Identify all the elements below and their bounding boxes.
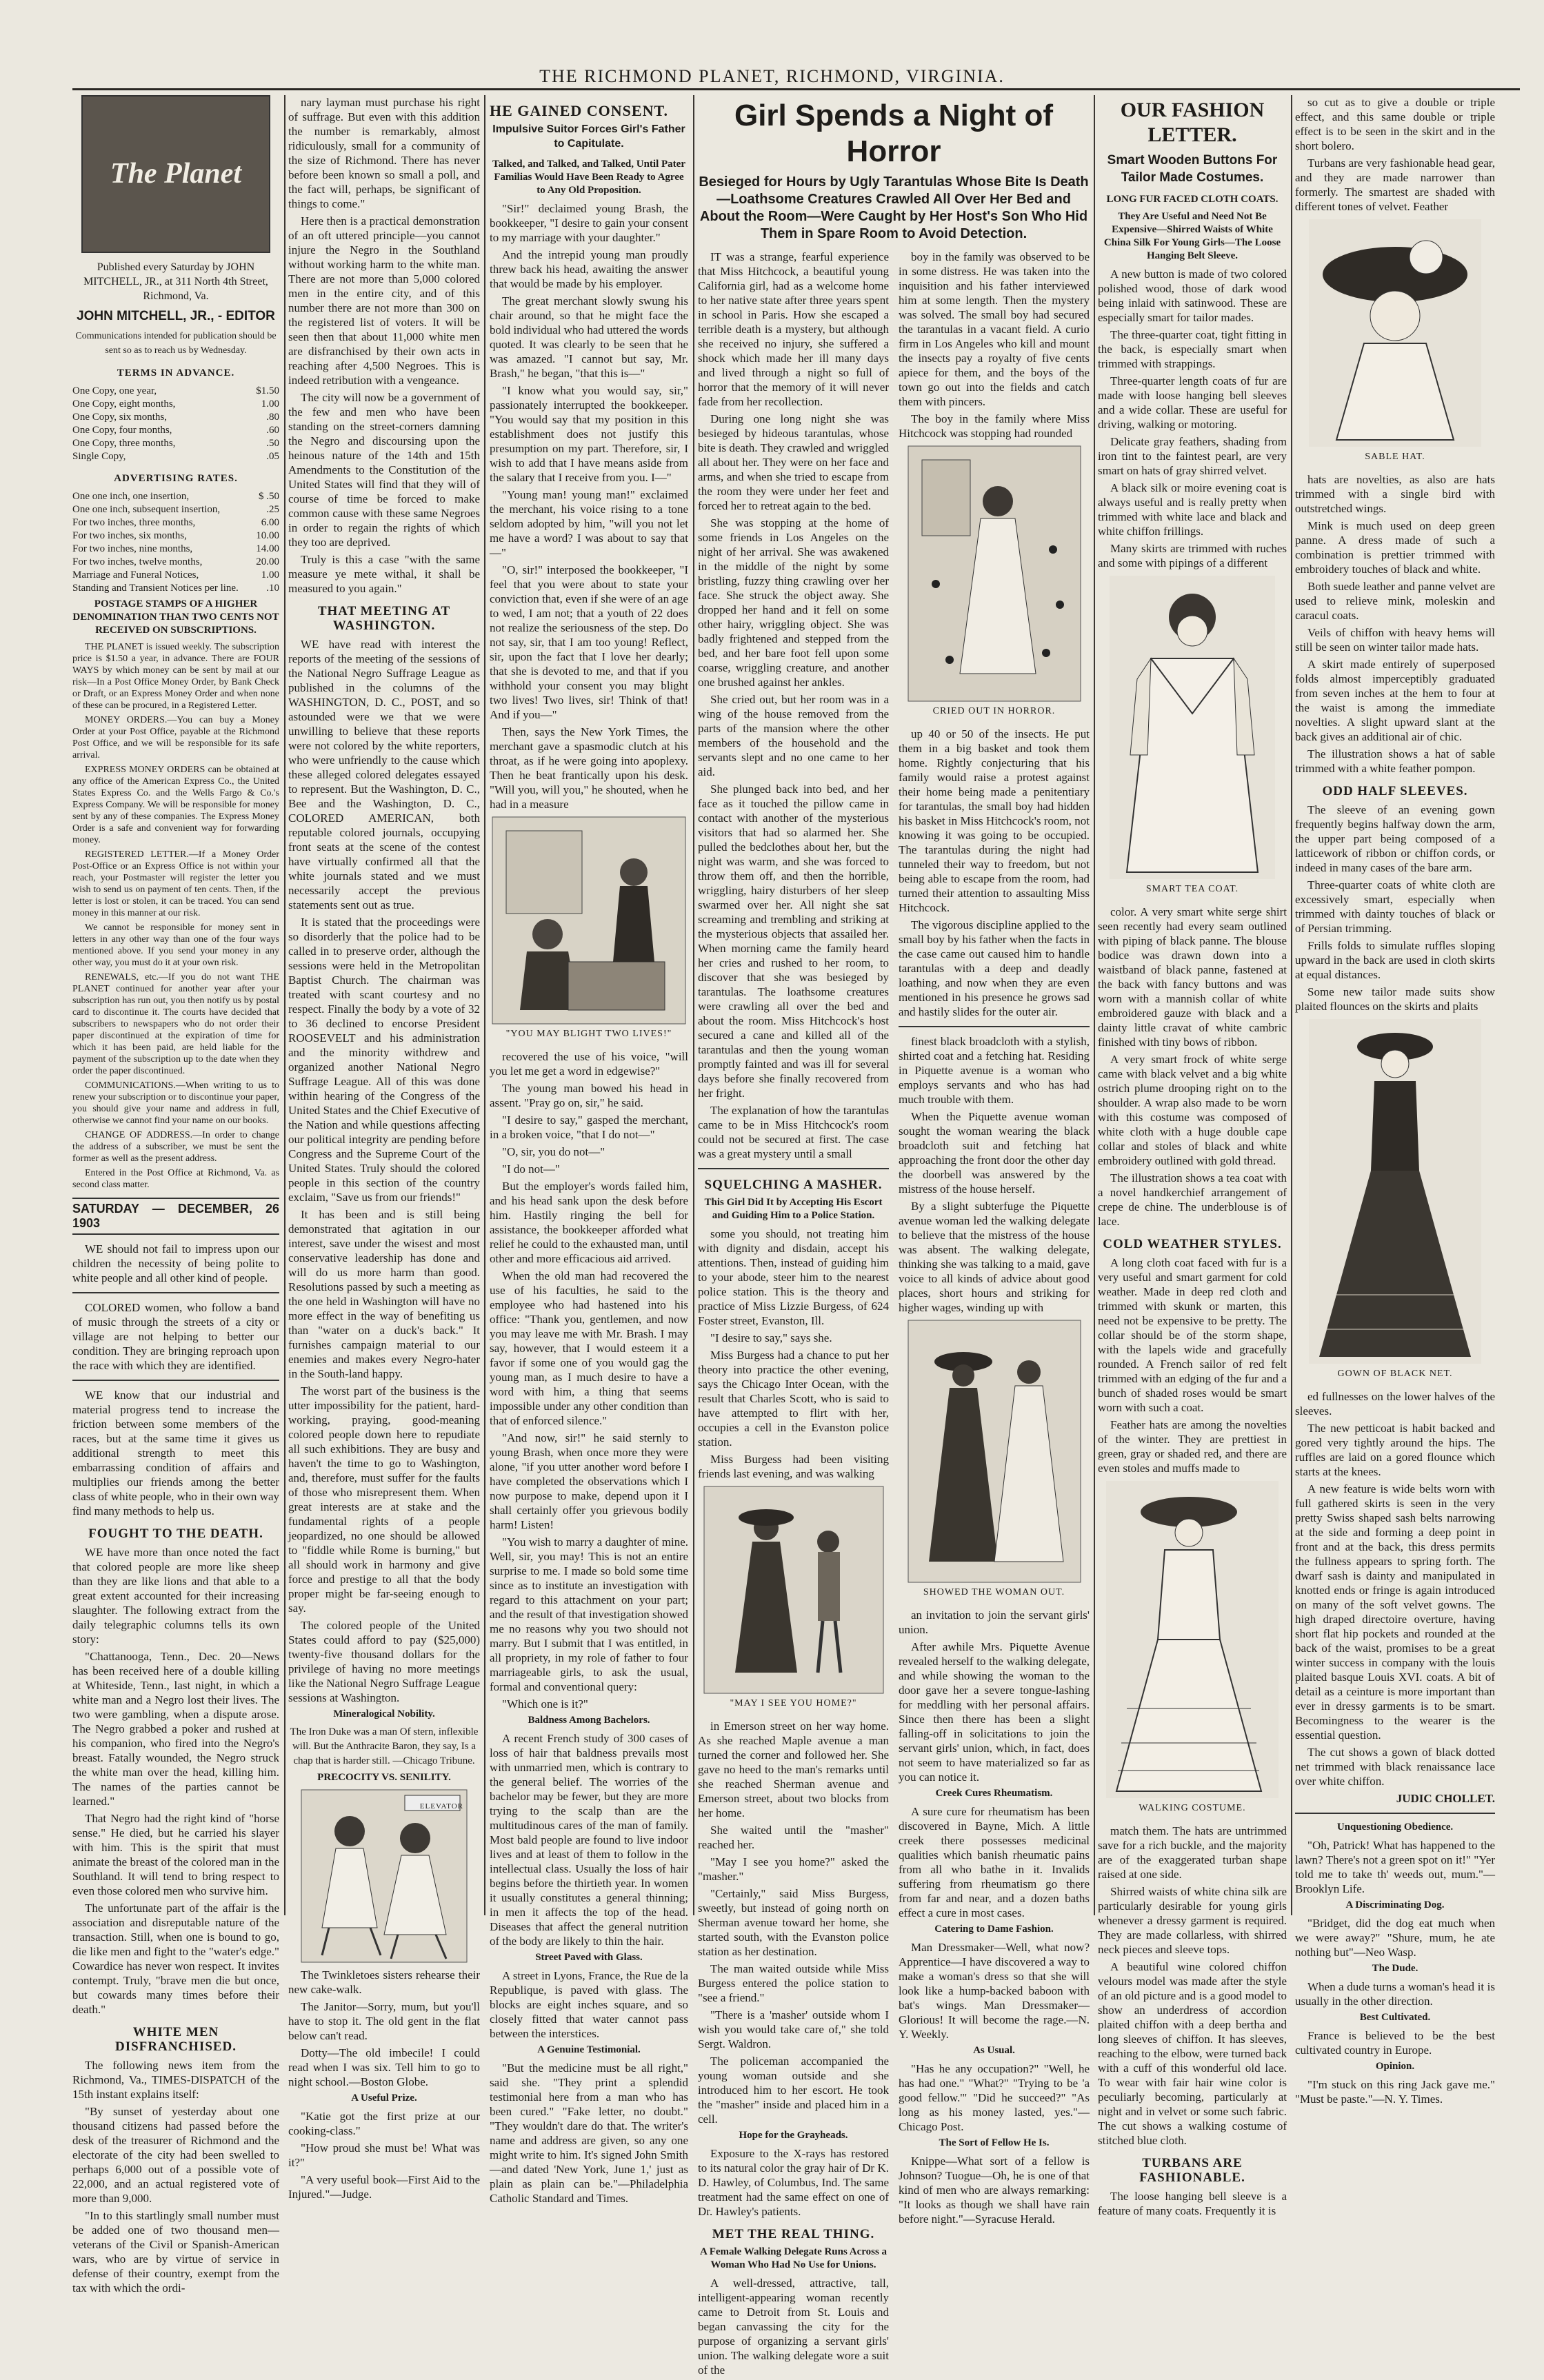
ads-price: .10 <box>266 583 279 594</box>
article-paragraph: "And now, sir!" he said sternly to young Brash, when once more they were alone, "if you utter another word before I have completed the observations which I now purpose to make, depend upon it I shall certainly offer you grievous bodily harm! Listen! <box>490 1431 688 1531</box>
ads-price: .25 <box>266 504 279 515</box>
article-paragraph: The unfortunate part of the affair is the association and disreputable nature of the transaction. Still, when one is bound to go, die like men and fight to the "water's edge." Cowardice has never won respect. It invites contempt. Truly, "brave men die but once, but cowards many times before their death." <box>72 1902 279 2016</box>
article-paragraph: A black silk or moire evening coat is always useful and is really pretty when trimmed with white lace and black and white chiffon frillings. <box>1098 481 1287 538</box>
odd-sleeves-title: ODD HALF SLEEVES. <box>1322 784 1468 798</box>
article-paragraph: A street in Lyons, France, the Rue de la Republique, is paved with glass. The blocks are eight inches square, and so closely fitted that water cannot pass between the interstices. <box>490 1969 688 2040</box>
article-paragraph: "Certainly," said Miss Burgess, sweetly, but instead of going north on Sherman avenue toward her home, she started south, with the Evanston police station as her destination. <box>698 1887 889 1958</box>
terms-list <box>72 385 279 463</box>
cultivated-title: Best Cultivated. <box>1359 2012 1431 2023</box>
illustration-caption: WALKING COSTUME. <box>1139 1803 1246 1813</box>
body-text: REGISTERED LETTER.—If a Money Order Post-Office or an Express Office is not within your reach, your Postmaster will register the letter you wish to send us on payment of ten cents. Then, if the letter is lost or stolen, it can be traced. You can send money in this manner at our risk. <box>72 849 279 918</box>
column-rule <box>693 95 694 1915</box>
divider <box>72 1292 279 1293</box>
article-paragraph: IT was a strange, fearful experience that Miss Hitchcock, a beautiful young California girl, had as a welcome home to her native state after three years spent in school in Paris. How she escaped a terrible death is a mystery, but although she received no injury, she suffered a shock which made her ill many days and lived through a night so full of horror that the memory of it will never fade from her recollection. <box>698 250 889 408</box>
divider <box>698 1168 889 1169</box>
ads-row <box>72 490 279 503</box>
woman-black-net-gown-illustration <box>1309 1019 1481 1364</box>
ads-row <box>72 582 279 595</box>
mineral-title: Mineralogical Nobility. <box>333 1708 435 1720</box>
ads-price: 20.00 <box>256 556 279 567</box>
consent-deck: Impulsive Suitor Forces Girl's Father to Capitulate. <box>492 123 685 150</box>
horror-right <box>899 250 1090 2380</box>
article-paragraph: Truly is this a case "with the same measure ye mete withal, it shall be measured to you again." <box>288 553 480 595</box>
article-paragraph: color. A very smart white serge shirt seen recently had every seam outlined with piping of black panne. The blouse bodice was drawn down into a waistband of black panne, fastened at the back with fancy buttons and was worn with a mannish collar of white embroidered gauze with black and a dainty little cravat of white cambric finished with tiny bows of ribbon. <box>1098 905 1287 1049</box>
terms-price: .05 <box>266 451 279 462</box>
body-text: EXPRESS MONEY ORDERS can be obtained at any office of the American Express Co., the United States Express Co. and the Wells Fargo & Co.'s Express Company. We will be responsible for money sent by any of these companies. The Express Money Order is a safe and convenient way for forwarding money. <box>72 765 279 845</box>
terms-price: .50 <box>266 438 279 449</box>
article-paragraph: She plunged back into bed, and her face as it touched the pillow came in contact with another of the mysterious visitors that had so alarmed her. She pulled the bedclothes about her, but the night was warm, and she was forced to throw them off, and then the horrible, wriggling, hairy disturbers of her sleep swarmed over her. All night she sat screaming and trembling and striking at the mysterious objects that assailed her. When morning came the family heard her cries and rushed to her room, to discover that she was besieged by tarantulas. The loathsome creatures were crawling all over the bed and about the room. Miss Hitchcock's host secured a cane and killed all of the tarantulas and then the young woman promptly fainted and was ill for several days before she finally recovered from her fright. <box>698 783 889 1100</box>
article-paragraph: A sure cure for rheumatism has been discovered in Bayne, Mich. A little creek there possesses medicinal qualities which banish rheumatic pains from all who bathe in it. Invalids suffering from rheumatism go there from far and near, and a dozen baths effect a cure in most cases. <box>899 1805 1090 1919</box>
planet-logo <box>81 95 270 253</box>
terms-label: One Copy, six months, <box>72 412 167 423</box>
elevator-label: ELEVATOR <box>419 1802 463 1811</box>
article-paragraph: France is believed to be the best cultivated country in Europe. <box>1295 2029 1495 2057</box>
article-paragraph: Here then is a practical demonstration of an oft uttered principle—you cannot injure the Negro in the Southland without working harm to the white man. There are not more than 5,000 colored men in the entire city, and of this number there are not more than 300 on the registered list of voters. It will be seen then that about 11,000 white men are disfranchised by their own acts in reaching after 4,500 Negroes. This is indeed retribution with a vengeance. <box>288 214 480 387</box>
postage-title: POSTAGE STAMPS OF A HIGHER DENOMINATION THAN TWO CENTS NOT RECEIVED ON SUBSCRIPTIONS. <box>72 598 279 636</box>
editorial-paragraph: WE should not fail to impress upon our children the necessity of being polite to white people and all other kind of people. <box>72 1242 279 1284</box>
issue-date: SATURDAY — DECEMBER, 26 1903 <box>72 1198 279 1235</box>
entered-note: Entered in the Post Office at Richmond, Va. as second class matter. <box>72 1168 279 1190</box>
article-paragraph: "Which one is it?" <box>502 1697 588 1711</box>
illustration-caption: GOWN OF BLACK NET. <box>1337 1369 1453 1379</box>
article-paragraph: hats are novelties, as also are hats trimmed with a single bird with outstretched wings. <box>1295 473 1495 515</box>
article-paragraph: And the intrepid young man proudly threw back his head, awaiting the answer that would be made by his employer. <box>490 248 688 290</box>
article-paragraph: When the old man had recovered the use of his faculties, he said to the employee who had hastened into his office: "Thank you, gentlemen, and now you may leave me with Mr. Brash. I may say, however, that I would esteem it a favor if some one of you would gag the young man, as I much desire to have a word with him, a thing that seems impossible under any other condition than that of enforced silence." <box>490 1269 688 1427</box>
article-paragraph: WE have read with interest the reports of the meeting of the sessions of the National Negro Suffrage League as published in the columns of the WASHINGTON, D. C., POST, and so astounded were we that we were unwilling to believe that these reports were not colored by the white reporters, who were unfriendly to the cause which these alleged colored delegates essayed to represent. But the Washington, D. C., Bee and the Washington, D. C., COLORED AMERICAN, both reputable colored journals, occupying front seats at the scene of the contest have virtually confirmed all that the white journals stated and we must necessarily accept the previous statements sent out as true. <box>288 638 480 911</box>
column-fashion <box>1098 95 1287 2217</box>
article-paragraph: "I'm stuck on this ring Jack gave me." "Must be paste."—N. Y. Times. <box>1295 2078 1495 2106</box>
article-paragraph: "Sir!" declaimed young Brash, the bookkeeper, "I desire to gain your consent to my marriage with your daughter." <box>490 202 688 244</box>
fashion-title: OUR FASHION LETTER. <box>1120 99 1265 146</box>
article-paragraph: That Negro had the right kind of "horse sense." He died, but he carried his slayer with him. This is the spirit that must animate the breast of the colored man in the Southland. It will tend to bring respect to even those colored men who survive him. <box>72 1812 279 1897</box>
horror-deck: Besieged for Hours by Ugly Tarantulas Whose Bite Is Death—Loathsome Creatures Crawled All Over Her Bed and About the Room—Were Caught by Her Host's Son Who Hid Them in Spare Room to Avoid Detection. <box>699 174 1089 241</box>
walking-costume-illustration <box>1098 1481 1287 1818</box>
horror-subcolumns <box>698 250 1090 2380</box>
horror-title: Girl Spends a Night of Horror <box>734 99 1054 168</box>
article-paragraph: The young man bowed his head in assent. "Pray go on, sir," he said. <box>490 1082 688 1109</box>
article-paragraph: The policeman accompanied the young woman outside and she introduced him to her escort. He took the "masher" inside and placed him in a cell. <box>698 2055 889 2126</box>
article-paragraph: Man Dressmaker—Well, what now? Apprentice—I have discovered a way to make a woman's dress so that she will look like a hump-backed baboon with bat's wings. Man Dressmaker—Glorious! It will become the rage.—N. Y. Weekly. <box>899 1941 1090 2041</box>
body-text: CHANGE OF ADDRESS.—In order to change the address of a subscriber, we must be sent the former as well as the present address. <box>72 1130 279 1164</box>
merchant-office-illustration <box>492 817 685 1024</box>
article-paragraph: Miss Burgess had a chance to put her theory into practice the other evening, says the Chicago Inter Ocean, with the result that Charles Scott, who is said to have attempted to flirt with her, occupies a cell in the Evanston police station. <box>698 1349 889 1449</box>
article-paragraph: in Emerson street on her way home. As she reached Maple avenue a man turned the corner and followed her. She gave no heed to the man's remarks until she reached Sherman avenue and Emerson street, about two blocks from her home. <box>698 1720 889 1819</box>
dame-title: Catering to Dame Fashion. <box>934 1924 1054 1935</box>
article-paragraph: It has been and is still being demonstrated that agitation in our interest, save under the wisest and most conservative leadership has done and will do us more harm than good. Resolutions passed by such a meeting as the one held in Washington will have no more effect in the way of benefiting us than "water on a duck's back." It furnishes campaign material to our enemies and makes every Negro-hater in the South-land happy. <box>288 1208 480 1380</box>
horror-illustration <box>899 446 1090 721</box>
column-horror <box>698 95 1090 2377</box>
meeting-title: THAT MEETING AT WASHINGTON. <box>317 604 451 633</box>
sort-title: The Sort of Fellow He Is. <box>939 2137 1050 2148</box>
article-paragraph: The colored people of the United States could afford to pay ($25,000) twenty-five thousand dollars for the privilege of having no more meetings like the National Negro Suffrage League sessions at Washington. <box>288 1619 480 1704</box>
article-paragraph: Then, says the New York Times, the merchant gave a spasmodic clutch at his throat, as if he were going into apoplexy. Then he beat frantically upon his desk. "Will you, will you," he shouted, when he had in a measure <box>490 725 688 811</box>
terms-price: $1.50 <box>256 385 279 396</box>
article-paragraph: A skirt made entirely of superposed folds almost imperceptibly graduated from seven inches at the hem to four at the waist is among the immediate novelties. A slight upward slant at the back gives an additional air of chic. <box>1295 658 1495 743</box>
fashion-deck: Smart Wooden Buttons For Tailor Made Costumes. <box>1107 153 1278 185</box>
article-paragraph: recovered the use of his voice, "will you let me get a word in edgewise?" <box>490 1050 688 1078</box>
poem: The Iron Duke was a man Of stern, inflexible will. But the Anthracite Baron, they say, Is a chap that is harder still. —Chicago Tribune. <box>290 1726 479 1766</box>
ads-label: One one inch, subsequent insertion, <box>72 504 221 515</box>
turbans-title: TURBANS ARE FASHIONABLE. <box>1139 2156 1245 2185</box>
met-title: MET THE REAL THING. <box>712 2227 875 2241</box>
ads-label: For two inches, six months, <box>72 530 187 541</box>
tea-coat-illustration <box>1098 576 1287 899</box>
divider <box>899 1026 1090 1027</box>
column-gained-consent <box>490 95 689 2205</box>
article-paragraph: Both suede leather and panne velvet are used to relieve mink, moleskin and caracul coats. <box>1295 580 1495 622</box>
article-paragraph: The vigorous discipline applied to the small boy by his father when the facts in the case came out caused him to handle tarantulas with a deep and deadly loathing, and now when they are even mentioned in his presence he grows sad and hastily slides for the outer air. <box>899 918 1090 1018</box>
article-paragraph: boy in the family was observed to be in some distress. He was taken into the inquisition and his father interviewed him at some length. Then the mystery was solved. The small boy had secured the tarantulas in a vacant field. A curio firm in Los Angeles who kill and mount the insects pay a royalty of five cents apiece for them, and the boys of the town go out into the fields and catch them with pincers. <box>899 250 1090 408</box>
ads-row <box>72 556 279 569</box>
article-paragraph: Miss Burgess had been visiting friends last evening, and was walking <box>698 1453 889 1480</box>
column-rule <box>1291 95 1292 1915</box>
body-text: RENEWALS, etc.—If you do not want THE PLANET continued for another year after your subscription has run out, you then notify us by postal card to discontinue it. The courts have decided that subscribers to newspapers who do not order their paper discontinued at the expiration of time for which it has been paid, are held liable for the payment of the subscription up to the date when they order the paper discontinued. <box>72 972 279 1076</box>
met-deck: A Female Walking Delegate Runs Across a Woman Who Had No Use for Unions. <box>699 2246 888 2270</box>
obedience-title: Unquestioning Obedience. <box>1336 1822 1454 1833</box>
article-paragraph: Exposure to the X-rays has restored to its natural color the gray hair of Dr K. D. Hawley, of Columbus, Ind. The same treatment had the same effect on one of Dr. Hawley's patients. <box>698 2147 889 2218</box>
body-text: We cannot be responsible for money sent in letters in any other way than one of the four ways mentioned above. If you send your money in any other way, you must do it at your own risk. <box>72 922 279 968</box>
article-paragraph: A new button is made of two colored polished wood, those of dark wood being inlaid with satinwood. These are especially smart for tailor mades. <box>1098 268 1287 324</box>
illustration-caption: SABLE HAT. <box>1365 452 1425 462</box>
cold-weather-title: COLD WEATHER STYLES. <box>1103 1237 1282 1251</box>
white-men-title: WHITE MEN DISFRANCHISED. <box>114 2025 237 2054</box>
article-paragraph: "But the medicine must be all right," said she. "They print a splendid testimonial here from a man who has been cured." "Fake letter, no doubt." "They wouldn't dare do that. The writer's name and address are given, so any one might write to him. It's signed John Smith—and dated 'New York, June 1,' just as plain as plain can be."—Philadelphia Catholic Standard and Times. <box>490 2061 688 2205</box>
article-paragraph: an invitation to join the servant girls' union. <box>899 1608 1090 1636</box>
girl-in-bed-illustration <box>908 446 1081 701</box>
article-paragraph: When a dude turns a woman's head it is usually in the other direction. <box>1295 1980 1495 2008</box>
testimonial-title: A Genuine Testimonial. <box>537 2044 641 2055</box>
article-paragraph: Frills folds to simulate ruffles sloping upward in the back are used in cloth skirts at equal distances. <box>1295 939 1495 981</box>
article-paragraph: The loose hanging bell sleeve is a feature of many coats. Frequently it is <box>1098 2190 1287 2217</box>
article-paragraph: "O, sir!" interposed the bookkeeper, "I feel that you were about to state your conviction that, even if she were of an age to wed, I am not; that a youth of 22 does not realize the seriousness of the step. Do not say, sir, that I am too young! Reflect, sir, upon the fact that I love her dearly; that she is devoted to me, and that if you withhold your consent you may blight two lives! Two lives, sir! Think of that! And if you—" <box>490 563 688 721</box>
article-paragraph: After awhile Mrs. Piquette Avenue revealed herself to the walking delegate, and while showing the woman to the door gave her a severe tongue-lashing for meddling with her personal affairs. Since then there has been a slight falling-off in solicitations to join the servant girls' union, which, in fact, does not seem to have materialized so far as you can notice it. <box>899 1640 1090 1784</box>
article-paragraph: "How proud she must be! What was it?" <box>288 2141 480 2169</box>
ads-list <box>72 490 279 595</box>
terms-row <box>72 398 279 411</box>
terms-row <box>72 424 279 437</box>
article-paragraph: The great merchant slowly swung his chair around, so that he might face the bold individual who had uttered the words quoted. It was clearly to be seen that he was amazed. "I cannot but say, Mr. Brash," he began, "that this is—" <box>490 294 689 380</box>
ads-row <box>72 569 279 582</box>
sable-hat-illustration <box>1295 219 1495 467</box>
article-paragraph: "You wish to marry a daughter of mine. Well, sir, you may! This is not an entire surprise to me. I made so bold some time since as to institute an investigation with regard to this attachment on your part; and the result of that investigation showed me no reasons why you two should not marry. But I submit that I was entitled, in all propriety, in my role of father to four marriageable girls, to ask the usual, formal and conventional query: <box>490 1535 688 1693</box>
dog-title: A Discriminating Dog. <box>1345 1899 1445 1910</box>
article-paragraph: Dotty—The old imbecile! I could read when I was six. Tell him to go to night school.—Boston Globe. <box>288 2046 480 2088</box>
ads-label: Standing and Transient Notices per line. <box>72 583 239 594</box>
ads-label: Marriage and Funeral Notices, <box>72 569 199 581</box>
article-paragraph: "May I see you home?" asked the "masher." <box>698 1855 889 1883</box>
article-paragraph: finest black broadcloth with a stylish, shirted coat and a fetching hat. Residing in Piquette avenue is a woman who employs servants and who has had much trouble with them. <box>899 1035 1090 1106</box>
article-paragraph: The worst part of the business is the utter impossibility for the patient, hard-working, praying, good-meaning colored people down here to repudiate all such exhibitions. They are busy and haven't the time to go to Washington, and, therefore, must suffer for the faults of those who misrepresent them. When great interests are at stake and the fundamental rights of a people jeopardized, no one should be allowed to "fiddle while Rome is burning," but all should work in harmony and give force and prestige to all that the body proper might be far-seeing enough to say. <box>288 1384 480 1615</box>
article-paragraph: A long cloth coat faced with fur is a very useful and smart garment for cold weather. Made in deep red cloth and trimmed with skunk or marten, this need not be expensive to be pretty. The collar should be of the storm shape, with the lapels wide and gracefully rounded. A French sailor of red felt trimmed with an edging of the fur and a bunch of shaded roses would be smart worn with such a coat. <box>1098 1256 1287 1414</box>
terms-row <box>72 411 279 424</box>
hope-title: Hope for the Grayheads. <box>739 2130 848 2141</box>
ads-row <box>72 543 279 556</box>
article-paragraph: The man waited outside while Miss Burgess entered the police station to "see a friend." <box>698 1962 889 2004</box>
article-paragraph: A very smart frock of white serge came with black velvet and a big white ostrich plume drooping right on to the shoulder. A wrap also made to be worn with this costume was composed of white cloth with a huge double cape collar and stoles of black and white embroidery outlined with gold thread. <box>1098 1053 1287 1167</box>
usual-title: As Usual. <box>973 2045 1015 2056</box>
article-paragraph: "Katie got the first prize at our cooking-class." <box>288 2110 480 2137</box>
ads-price: 10.00 <box>256 530 279 541</box>
woman-tea-coat-illustration <box>1110 576 1275 879</box>
article-paragraph: WE have more than once noted the fact that colored people are more like sheep than they are like lions and that able to a great extent accounted for their increasing slaughter. The following extract from the daily telegraphic columns tells its own story: <box>72 1546 279 1646</box>
article-paragraph: She waited until the "masher" reached her. <box>698 1824 889 1851</box>
fur-coats-title: LONG FUR FACED CLOTH COATS. <box>1106 194 1279 205</box>
woman-sable-hat-illustration <box>1309 219 1481 447</box>
black-net-gown-illustration <box>1295 1019 1495 1384</box>
article-paragraph: A recent French study of 300 cases of loss of hair that baldness prevails most with unmarried men, which is contrary to the general belief. The worries of the bachelor may be fewer, but they are more trying to the scalp than are the multitudinous cares of the man of family. Most bald people are found to live indoor lives and at least of them to follow in the intellectual class. Usually the loss of hair begins before the thirtieth year. In women it usually constitutes a general thinning; in men it affects the top of the head. Diseases that affect the general nutrition of the body are likely to thin the hair. <box>490 1732 688 1948</box>
article-paragraph: "I do not—" <box>502 1162 560 1176</box>
article-paragraph: so cut as to give a double or triple effect, and this same double or triple effect is to be seen in the skirt and in the short bolero. <box>1295 96 1495 152</box>
article-paragraph: "Bridget, did the dog eat much when we were away?" "Shure, mum, he ate nothing but"—Neo Wasp. <box>1295 1917 1495 1959</box>
ads-price: 1.00 <box>261 569 279 581</box>
editorial-paragraph: WE know that our industrial and material progress tend to increase the friction between some members of the races, but at the same time it gives us additional strength to meet this embarrassing condition of affairs and multiplies our friends among the better class of white people, who in their own way find many methods to help us. <box>72 1389 279 1517</box>
column-fashion-cont <box>1295 95 1495 2106</box>
ads-price: 14.00 <box>256 543 279 554</box>
article-paragraph: A beautiful wine colored chiffon velours model was made after the style of an old picture and is a good model to show an underdress of accordion plaited chiffon with a deep bertha and long sleeves of chiffon. It has sleeves, reaching to the elbow, were turned back with a cuff of this wonderful old lace. To wear with fair hair wine color is peculiarly becoming, particularly at night and in velvet or some such fabric. The cut shows a walking costume of stitched blue cloth. <box>1098 1960 1287 2147</box>
article-paragraph: "I desire to say," gasped the merchant, in a broken voice, "that I do not—" <box>490 1113 688 1141</box>
terms-label: One Copy, eight months, <box>72 399 176 410</box>
article-paragraph: Three-quarter length coats of fur are made with loose hanging bell sleeves and a wide collar. These are useful for driving, walking or motoring. <box>1098 374 1287 431</box>
ads-price: 6.00 <box>261 517 279 528</box>
article-paragraph: Delicate gray feathers, shading from iron tint to the faintest pearl, are very smart on hats of gray shirred velvet. <box>1098 435 1287 477</box>
divider <box>1295 1813 1495 1814</box>
two-women-illustration <box>908 1320 1081 1582</box>
notice: Communications intended for publication should be sent so as to reach us by Wednesday. <box>75 331 277 356</box>
masher-illustration <box>698 1486 889 1713</box>
article-paragraph: "I know what you would say, sir," passionately interrupted the bookkeeper. "You would say that my position in this establishment does not justify this presumption on my part. Therefore, sir, I wish to add that I have means aside from the salary that I receive from you. I—" <box>490 384 688 484</box>
prize-title: A Useful Prize. <box>351 2092 417 2104</box>
article-paragraph: The following news item from the Richmond, Va., TIMES-DISPATCH of the 15th instant explains itself: <box>72 2059 279 2101</box>
street-title: Street Paved with Glass. <box>535 1952 643 1963</box>
article-paragraph: The illustration shows a tea coat with a novel handkerchief arrangement of crepe de chine. The underblouse is of lace. <box>1098 1171 1287 1228</box>
article-paragraph: The explanation of how the tarantulas came to be in Miss Hitchcock's room could not be secured at first. The case was a great mystery until a small <box>698 1104 889 1160</box>
article-paragraph: The cut shows a gown of black dotted net trimmed with black renaissance lace over white chiffon. <box>1295 1746 1495 1788</box>
consent-subdeck: Talked, and Talked, and Talked, Until Pater Familias Would Have Been Ready to Agree to Any Old Proposition. <box>492 159 685 196</box>
article-paragraph: "Young man! young man!" exclaimed the merchant, his voice rising to a tone seldom adopted by him, "will you not let me have a word? I was about to say that—" <box>490 488 688 559</box>
article-paragraph: Knippe—What sort of a fellow is Johnson? Tuogue—Oh, he is one of that kind of men who are always remarking: "It looks as though we shall have rain before night."—Syracuse Herald. <box>899 2155 1090 2226</box>
ads-row <box>72 516 279 530</box>
terms-row <box>72 385 279 398</box>
article-paragraph: "O, sir, you do not—" <box>502 1145 605 1158</box>
couple-walking-illustration <box>704 1486 883 1693</box>
ads-label: For two inches, nine months, <box>72 543 193 554</box>
illustration-caption: CRIED OUT IN HORROR. <box>932 706 1056 716</box>
body-text: COMMUNICATIONS.—When writing to us to renew your subscription or to discontinue your paper, you should give your name and address in full, otherwise we cannot find your name on our books. <box>72 1080 279 1126</box>
walking-delegate-illustration <box>899 1320 1090 1602</box>
illustration-caption: SHOWED THE WOMAN OUT. <box>923 1587 1065 1597</box>
illustration-caption: "YOU MAY BLIGHT TWO LIVES!" <box>505 1029 672 1039</box>
article-paragraph: "Has he any occupation?" "Well, he has had one." "What?" "Trying to be 'a good fellow.'" "Did he succeed?" "As long as his money lasted, yes."—Chicago Post. <box>899 2062 1090 2133</box>
terms-price: .60 <box>266 425 279 436</box>
article-paragraph: The illustration shows a hat of sable trimmed with a white feather pompon. <box>1295 747 1495 775</box>
article-paragraph: Mink is much used on deep green panne. A dress made of such a combination is prettier trimmed with embroidery touches of black and white. <box>1295 519 1495 576</box>
horror-left <box>698 250 889 2380</box>
article-paragraph: The city will now be a government of the few and men who have been standing on the street-corners damning the Negro and discoursing upon the heinous nature of the 14th and 15th Amendments to the Constitution of the United States will find that they will of course of time be forced to make common cause with these same Negroes in order to regain the rights of which they too are deprived. <box>288 391 480 549</box>
head-rule <box>72 88 1520 90</box>
fur-coats-deck: They Are Useful and Need Not Be Expensive—Shirred Waists of White China Silk For Young Girls—The Loose Hanging Belt Sleeve. <box>1103 211 1281 261</box>
terms-label: One Copy, four months, <box>72 425 172 436</box>
article-paragraph: ed fullnesses on the lower halves of the sleeves. <box>1295 1390 1495 1418</box>
article-paragraph: During one long night she was besieged by hideous tarantulas, whose bite is death. They crawled and wriggled all about her. They were on her face and arms, and when she tried to escape from the room they were under her feet and forced her to retreat again to the bed. <box>698 412 889 512</box>
ads-title: ADVERTISING RATES. <box>114 473 238 484</box>
article-paragraph: The sleeve of an evening gown frequently begins halfway down the arm, the upper part being composed of a latticework of ribbon or chiffon cords, or indeed in many cases of the bare arm. <box>1295 803 1495 874</box>
article-paragraph: It is stated that the proceedings were so disorderly that the police had to be called in to preserve order, although the sessions were held in the Metropolitan Baptist Church. The chairman was treated with scant courtesy and no respect. Finally the body by a vote of 32 to 36 declined to encorse President ROOSEVELT and his administration and the minority withdrew and organized another National Negro Suffrage League. All of this was done within hearing of the Congress of the United States and the Chief Executive of the Nation and while questions affecting our political integrity are pending before Congress and the Supreme Court of the United States. Truly should the colored people in this section of the country exclaim, "Save us from our friends!" <box>288 916 480 1204</box>
ads-row <box>72 503 279 516</box>
dude-title: The Dude. <box>1372 1963 1418 1974</box>
terms-row <box>72 437 279 450</box>
article-paragraph: She cried out, but her room was in a wing of the house removed from the parts of the mansion where the other members of the household and the servants slept and no one came to her aid. <box>698 693 889 778</box>
article-paragraph: When the Piquette avenue woman sought the woman wearing the black broadcloth suit and fetching hat approaching the front door the other day the doorbell was answered by the mistress of the house herself. <box>899 1110 1090 1196</box>
publisher-line: Published every Saturday by JOHN MITCHELL, JR., at 311 North 4th Street, Richmond, Va. <box>83 261 268 302</box>
column-masthead <box>72 95 279 2295</box>
editor-line: JOHN MITCHELL, JR., - EDITOR <box>77 309 275 323</box>
author-signature: JUDIC CHOLLET. <box>1396 1792 1495 1805</box>
article-paragraph: Many skirts are trimmed with ruches and some with pipings of a different <box>1098 542 1287 569</box>
terms-price: 1.00 <box>261 399 279 410</box>
article-paragraph: "Chattanooga, Tenn., Dec. 20—News has been received here of a double killing at Whiteside, Tenn., last night, in which a white man and a Negro lost their lives. The two were gambling, when a dispute arose. The Negro grabbed a poker and rushed at his companion, who fired into the Negro's breast. Fatally wounded, the Negro struck the white man over the head, killing him. The names of the parties cannot be learned." <box>72 1650 279 1808</box>
divider <box>72 1380 279 1381</box>
article-paragraph: But the employer's words failed him, and his head sank upon the desk before him. Hastily ringing the bell for assistance, the bookkeeper afforded what relief he could to the exhausted man, until other and more efficacious aid arrived. <box>490 1180 688 1265</box>
article-paragraph: By a slight subterfuge the Piquette avenue woman led the walking delegate to believe that the mistress of the house was absent. The walking delegate, thinking she was talking to a maid, gave voice to all kinds of advice about good places, short hours and striking for higher wages, winding up with <box>899 1200 1090 1314</box>
article-paragraph: A well-dressed, attractive, tall, intelligent-appearing woman recently came to Detroit from St. Louis and began canvassing the city for the purpose of organizing a servant girls' union. The walking delegate wore a suit of the <box>698 2277 889 2377</box>
terms-title: TERMS IN ADVANCE. <box>117 367 235 379</box>
article-paragraph: The boy in the family where Miss Hitchcock was stopping had rounded <box>899 412 1090 440</box>
fought-title: FOUGHT TO THE DEATH. <box>88 1526 263 1541</box>
illustration-caption: SMART TEA COAT. <box>1145 884 1239 894</box>
ads-label: One one inch, one insertion, <box>72 491 190 502</box>
terms-label: One Copy, one year, <box>72 385 157 396</box>
office-illustration <box>490 817 688 1044</box>
masher-title: SQUELCHING A MASHER. <box>704 1178 883 1192</box>
creek-title: Creek Cures Rheumatism. <box>935 1788 1053 1799</box>
article-paragraph: Some new tailor made suits show plaited flounces on the skirts and plaits <box>1295 985 1495 1013</box>
column-rule <box>1094 95 1095 1915</box>
article-paragraph: "I desire to say," says she. <box>710 1331 832 1344</box>
article-paragraph: some you should, not treating him with dignity and disdain, accept his attentions. Then, instead of guiding him to your abode, steer him to the nearest police station. This is the theory and practice of Miss Lizzie Burgess, of 624 Foster street, Evanston, Ill. <box>698 1227 889 1327</box>
terms-price: .80 <box>266 412 279 423</box>
article-paragraph: She was stopping at the home of some friends in Los Angeles on the night of her arrival. She was awakened in the middle of the night by some bristling, fuzzy thing crawling over her face. She struck the object away. She dropped her hand and it fell on some other hairy, wriggling object. She was badly frightened and stepped from the bed, and her bare foot fell upon some coarse, wriggling creature, and another one brushed against her ankles. <box>698 516 889 689</box>
article-paragraph: The Janitor—Sorry, mum, but you'll have to stop it. The old gent in the flat below can't read. <box>288 2000 480 2042</box>
article-paragraph: "There is a 'masher' outside whom I wish you would take care of," she told Sergt. Waldron. <box>698 2008 889 2050</box>
article-paragraph: Shirred waists of white china silk are particularly desirable for young girls whenever a dressy garment is required. They are made collarless, with shirred neck pieces and sleeve tops. <box>1098 1885 1287 1956</box>
column-rule <box>284 95 285 1915</box>
article-paragraph: match them. The hats are untrimmed save for a rich buckle, and the majority are of the exaggerated turban shape raised at one side. <box>1098 1824 1287 1881</box>
article-paragraph: "In to this startlingly small number must be added one of two thousand men—veterans of the Civil or Spanish-American wars, who are by virtue of service in defense of their country, exempt from the tax with which the ordi- <box>72 2209 279 2295</box>
article-paragraph: Turbans are very fashionable head gear, and they are made narrower than formerly. The smartest are shaded with different tones of velvet. Feather <box>1295 157 1495 213</box>
bald-title: Baldness Among Bachelors. <box>528 1715 650 1726</box>
ads-label: For two inches, three months, <box>72 517 196 528</box>
precocity-title: PRECOCITY VS. SENILITY. <box>317 1772 451 1783</box>
article-paragraph: "A very useful book—First Aid to the Injured."—Judge. <box>288 2173 480 2201</box>
body-text: THE PLANET is issued weekly. The subscription price is $1.50 a year, in advance. There are FOUR WAYS by which money can be sent by mail at our risk—In a Post Office Money Order, by Bank Check or Draft, or an Express Money Order and when none of these can be procured, in a Registered Letter. <box>72 642 279 711</box>
column-editorial <box>288 95 480 2201</box>
article-paragraph: "By sunset of yesterday about one thousand citizens had passed before the desk of the treasurer of Richmond and the electorate of the city had been swelled to perhaps 6,000 out of a possible vote of 22,000, and an actual registered vote of more than 9,000. <box>72 2105 279 2205</box>
masher-deck: This Girl Did It by Accepting His Escort and Guiding Him to a Police Station. <box>704 1197 883 1221</box>
article-paragraph: nary layman must purchase his right of suffrage. But even with this addition the number is remarkably, almost ridiculously, small for a community of the size of Richmond. There has never before been known so small a poll, and the fact will, perhaps, be significant of things to come." <box>288 96 480 210</box>
consent-title: HE GAINED CONSENT. <box>490 102 669 119</box>
logo-text: The Planet <box>110 158 242 190</box>
article-paragraph: Three-quarter coats of white cloth are excessively smart, especially when trimmed with dainty touches of black or of Persian trimming. <box>1295 878 1495 935</box>
article-paragraph: The three-quarter coat, tight fitting in the back, is especially smart when trimmed with strappings. <box>1098 328 1287 370</box>
precocity-illustration <box>288 1790 480 1962</box>
article-paragraph: Feather hats are among the novelties of the winter. They are prettiest in green, gray or shaded red, and there are even stoles and muffs made to <box>1098 1418 1287 1475</box>
editorial-paragraph: COLORED women, who follow a band of music through the streets of a city or village are not helping to better our condition. They are bringing reproach upon the race with which they are identified. <box>72 1301 279 1372</box>
article-paragraph: "Oh, Patrick! What has happened to the lawn? There's not a green spot on it!" "Yer told me to take th' weeds out, mum."—Brooklyn Life. <box>1295 1839 1495 1895</box>
article-paragraph: up 40 or 50 of the insects. He put them in a big basket and took them home. Rightly conjecturing that his family would raise a protest against their home being made a penitentiary for tarantulas, the small boy had hidden his basket in Miss Hitchcock's room, not knowing it was going to be occupied. The tarantulas during the night had tunneled their way to freedom, but not being able to escape from the room, had turned their attention to assaulting Miss Hitchcock. <box>899 727 1090 914</box>
running-head: THE RICHMOND PLANET, RICHMOND, VIRGINIA. <box>539 66 1005 86</box>
article-paragraph: The new petticoat is habit backed and gored very tightly around the hips. The ruffles are laid on a gored flounce which starts at the knees. <box>1295 1422 1495 1478</box>
ads-row <box>72 530 279 543</box>
column-rule <box>484 95 485 1915</box>
article-paragraph: Veils of chiffon with heavy hems will still be seen on winter tailor made hats. <box>1295 626 1495 654</box>
terms-row <box>72 450 279 463</box>
terms-label: One Copy, three months, <box>72 438 176 449</box>
ads-price: $ .50 <box>259 491 279 502</box>
opinion-title: Opinion. <box>1375 2061 1415 2072</box>
illustration-caption: "MAY I SEE YOU HOME?" <box>730 1698 857 1708</box>
woman-walking-costume-illustration <box>1106 1481 1279 1798</box>
body-text: MONEY ORDERS.—You can buy a Money Order at your Post Office, payable at the Richmond Post Office, and we will be responsible for its safe arrival. <box>72 715 279 760</box>
ads-label: For two inches, twelve months, <box>72 556 203 567</box>
article-paragraph: The Twinkletoes sisters rehearse their new cake-walk. <box>288 1968 480 1996</box>
article-paragraph: A new feature is wide belts worn with full gathered skirts is seen in the very pretty Swiss shaped sash belts narrowing at the side and forming a deep point in front and at the back, this dress permits the fullness appears to spring forth. The dwarf sash is dainty and manipulated in knotted ends or fringe is again introduced on many of the soft velvet gowns. The high draped directoire overture, having short flat hip pockets and rounded at the back of the waist, promises to be a great winter success in company with the louis plaited basque Louis XVI. coats. A bit of detail as a ceinture is more important than ever in dressy garments is to be smart. Becomingness to the wearer is the essential question. <box>1295 1482 1495 1742</box>
terms-label: Single Copy, <box>72 451 126 462</box>
